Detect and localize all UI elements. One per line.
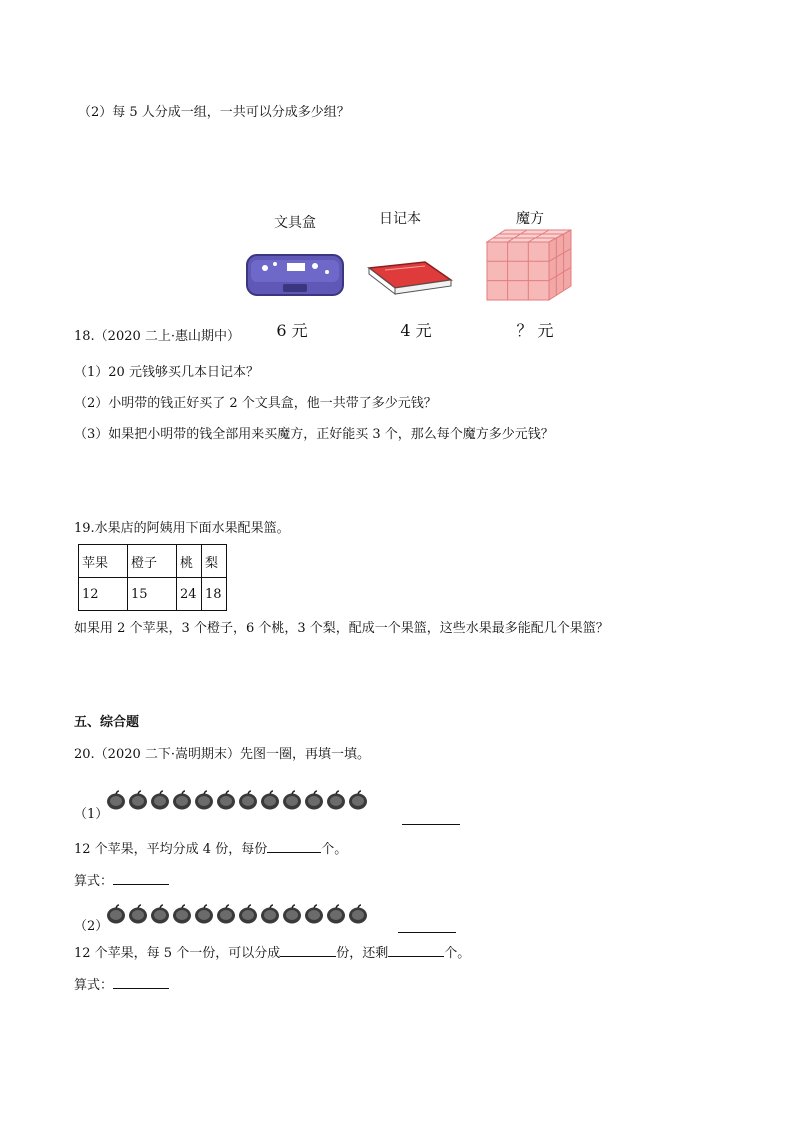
table-cell-apple: 12 bbox=[79, 578, 128, 611]
q20-part1-text-a: 12 个苹果，平均分成 4 份，每份 bbox=[74, 842, 268, 857]
rubik-cube-icon bbox=[485, 228, 575, 303]
apple-icon bbox=[128, 904, 148, 928]
table-header-pear: 梨 bbox=[202, 545, 227, 578]
answer-blank-groups[interactable] bbox=[280, 944, 336, 957]
section-title: 五、综合题 bbox=[74, 715, 140, 730]
apple-icon bbox=[282, 904, 302, 928]
price-pencil-case: 6 元 bbox=[276, 321, 308, 340]
apple-icon bbox=[348, 904, 368, 928]
apple-icon bbox=[150, 904, 170, 928]
apple-icon bbox=[172, 904, 192, 928]
q19-question: 如果用 2 个苹果，3 个橙子，6 个桃，3 个梨，配成一个果篮，这些水果最多能配几个果篮？ bbox=[74, 621, 609, 636]
apple-row-1 bbox=[106, 790, 368, 814]
q20-part2-sentence bbox=[74, 944, 470, 963]
formula-blank-2[interactable] bbox=[113, 976, 169, 989]
apple-icon bbox=[326, 790, 346, 814]
q20-part2-text-b: 份，还剩 bbox=[336, 946, 389, 961]
apple-icon bbox=[260, 790, 280, 814]
q20-part1-label: （1） bbox=[74, 807, 109, 822]
apple-icon bbox=[172, 790, 192, 814]
apple-row-2 bbox=[106, 904, 368, 928]
formula-label-2: 算式： bbox=[74, 978, 114, 993]
table-header-peach: 桃 bbox=[177, 545, 202, 578]
formula-line-1 bbox=[74, 872, 169, 891]
table-cell-pear: 18 bbox=[202, 578, 227, 611]
table-cell-orange: 15 bbox=[128, 578, 177, 611]
apple-icon bbox=[282, 790, 302, 814]
table-header-orange: 橙子 bbox=[128, 545, 177, 578]
q18-sub2: （2）小明带的钱正好买了 2 个文具盒，他一共带了多少元钱？ bbox=[74, 396, 437, 411]
product-name-rubik-cube: 魔方 bbox=[516, 211, 544, 227]
answer-blank-circle-1[interactable] bbox=[402, 812, 460, 825]
answer-blank-each-share[interactable] bbox=[267, 840, 321, 853]
product-name-diary: 日记本 bbox=[379, 211, 421, 227]
formula-blank-1[interactable] bbox=[113, 872, 169, 885]
diary-icon bbox=[365, 258, 455, 298]
apple-icon bbox=[216, 904, 236, 928]
table-row bbox=[79, 578, 227, 611]
fruit-table bbox=[78, 544, 227, 611]
apple-icon bbox=[216, 790, 236, 814]
answer-blank-remainder[interactable] bbox=[388, 944, 444, 957]
apple-icon bbox=[348, 790, 368, 814]
formula-label-1: 算式： bbox=[74, 874, 114, 889]
table-header-apple: 苹果 bbox=[79, 545, 128, 578]
q20-part1-text-b: 个。 bbox=[321, 842, 348, 857]
apple-icon bbox=[106, 904, 126, 928]
q17-part2: （2）每 5 人分成一组，一共可以分成多少组？ bbox=[78, 105, 350, 120]
apple-icon bbox=[304, 904, 324, 928]
table-header-row bbox=[79, 545, 227, 578]
q20-part1-sentence bbox=[74, 840, 347, 859]
q20-part2-text-a: 12 个苹果，每 5 个一份，可以分成 bbox=[74, 946, 281, 961]
apple-icon bbox=[304, 790, 324, 814]
apple-icon bbox=[106, 790, 126, 814]
q18-sub3: （3）如果把小明带的钱全部用来买魔方，正好能买 3 个，那么每个魔方多少元钱？ bbox=[74, 427, 554, 442]
price-diary: 4 元 bbox=[400, 321, 432, 340]
q20-part2-label: （2） bbox=[74, 919, 109, 934]
product-name-pencil-case: 文具盒 bbox=[274, 215, 316, 231]
pencil-case-icon bbox=[245, 250, 345, 300]
q18-sub1: （1）20 元钱够买几本日记本？ bbox=[74, 365, 259, 380]
q20-part2-text-c: 个。 bbox=[444, 946, 471, 961]
apple-icon bbox=[194, 904, 214, 928]
apple-icon bbox=[260, 904, 280, 928]
apple-icon bbox=[150, 790, 170, 814]
q19-header: 19.水果店的阿姨用下面水果配果篮。 bbox=[74, 521, 290, 536]
apple-icon bbox=[128, 790, 148, 814]
table-cell-peach: 24 bbox=[177, 578, 202, 611]
apple-icon bbox=[326, 904, 346, 928]
q20-header: 20.（2020 二下·嵩明期末）先图一圈，再填一填。 bbox=[74, 747, 371, 762]
apple-icon bbox=[238, 904, 258, 928]
answer-blank-circle-2[interactable] bbox=[398, 920, 456, 933]
q18-header: 18.（2020 二上·惠山期中） bbox=[74, 329, 241, 344]
apple-icon bbox=[194, 790, 214, 814]
apple-icon bbox=[238, 790, 258, 814]
price-rubik-cube: ？ 元 bbox=[516, 321, 554, 340]
formula-line-2 bbox=[74, 976, 169, 995]
